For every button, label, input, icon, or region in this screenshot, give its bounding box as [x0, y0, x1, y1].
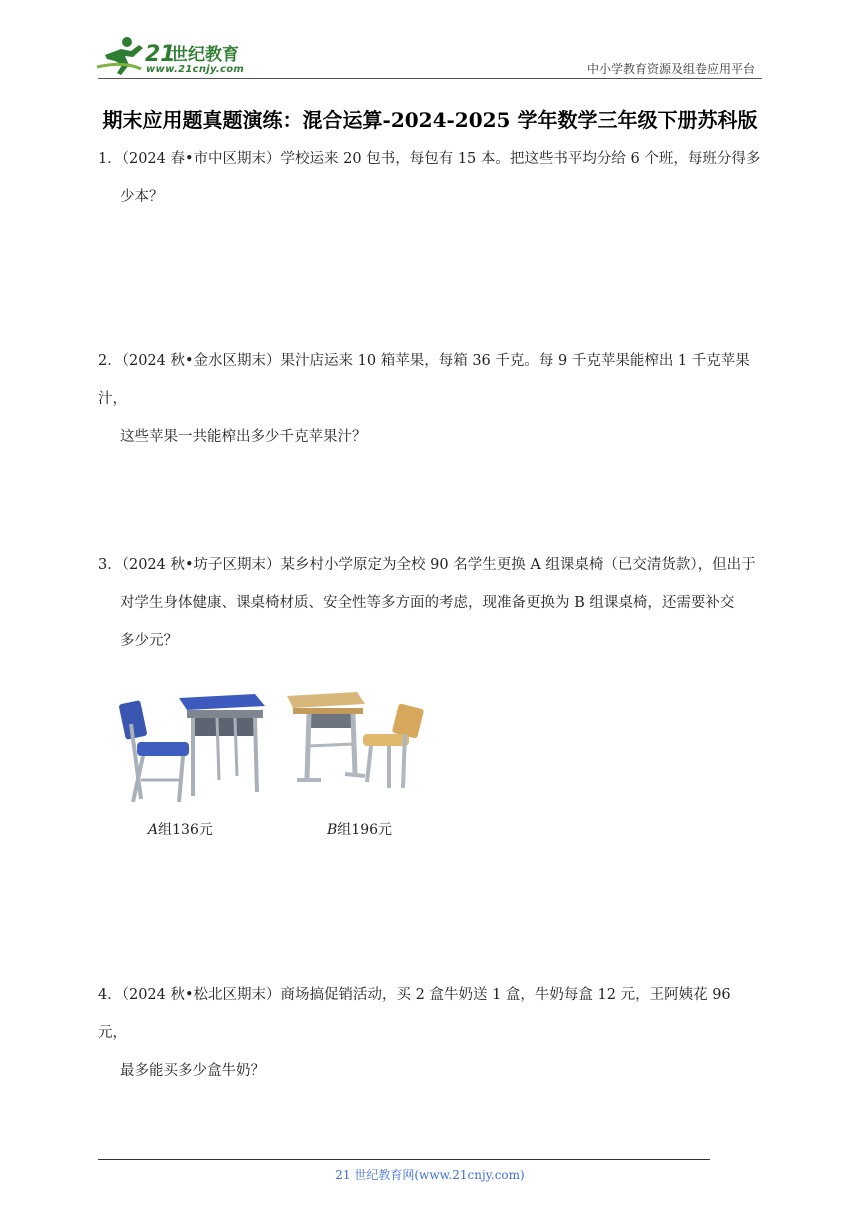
question-1-line-2: 少本？	[120, 189, 164, 205]
group-a-desk-illustration	[179, 694, 265, 796]
caption-a-price: 组136元	[158, 822, 213, 838]
question-4	[98, 976, 762, 1090]
question-3-line-2: 对学生身体健康、课桌椅材质、安全性等多方面的考虑，现准备更换为 B 组课桌椅，还需要补交	[120, 595, 735, 611]
caption-a-letter: A	[148, 822, 159, 838]
site-name: 中小学教育资源及组卷应用平台	[586, 62, 755, 76]
svg-text:21: 21	[145, 42, 176, 67]
footer-link[interactable]: 21 世纪教育网(www.21cnjy.com)	[335, 1168, 525, 1182]
header-divider	[98, 78, 762, 79]
svg-text:世纪教育: 世纪教育	[171, 45, 239, 65]
question-4-line-1: 4．（2024 秋•松北区期末）商场搞促销活动，买 2 盒牛奶送 1 盒，牛奶每盒 12 元，王阿姨花 96 元，	[98, 987, 731, 1041]
page-title: 期末应用题真题演练：混合运算-2024-2025 学年数学三年级下册苏科版	[102, 108, 758, 132]
question-2	[98, 342, 762, 456]
caption-group-a	[148, 819, 213, 839]
caption-b-letter: B	[327, 822, 338, 838]
caption-b-price: 组196元	[337, 822, 393, 838]
question-4-line-2: 最多能买多少盒牛奶？	[120, 1063, 265, 1079]
question-2-line-1: 2．（2024 秋•金水区期末）果汁店运来 10 箱苹果，每箱 36 千克。每 9 千克苹果能榨出 1 千克苹果汁，	[98, 353, 750, 407]
question-1	[98, 140, 762, 216]
question-3-line-1: 3．（2024 秋•坊子区期末）某乡村小学原定为全校 90 名学生更换 A 组课桌椅（已交清货款），但出于	[98, 557, 756, 573]
caption-group-b	[327, 819, 392, 839]
group-a-chair-illustration	[118, 700, 189, 802]
logo-url: www.21cnjy.com	[146, 64, 245, 75]
footer-divider	[98, 1159, 710, 1160]
question-3	[98, 546, 762, 660]
question-1-line-1: 1．（2024 春•市中区期末）学校运来 20 包书，每包有 15 本。把这些书平均分给 6 个班，每班分得多	[98, 151, 761, 167]
question-3-line-3: 多少元？	[120, 633, 178, 649]
group-b-desk-illustration	[287, 692, 365, 780]
group-b-chair-illustration	[363, 703, 424, 788]
question-2-line-2: 这些苹果一共能榨出多少千克苹果汁？	[120, 429, 367, 445]
